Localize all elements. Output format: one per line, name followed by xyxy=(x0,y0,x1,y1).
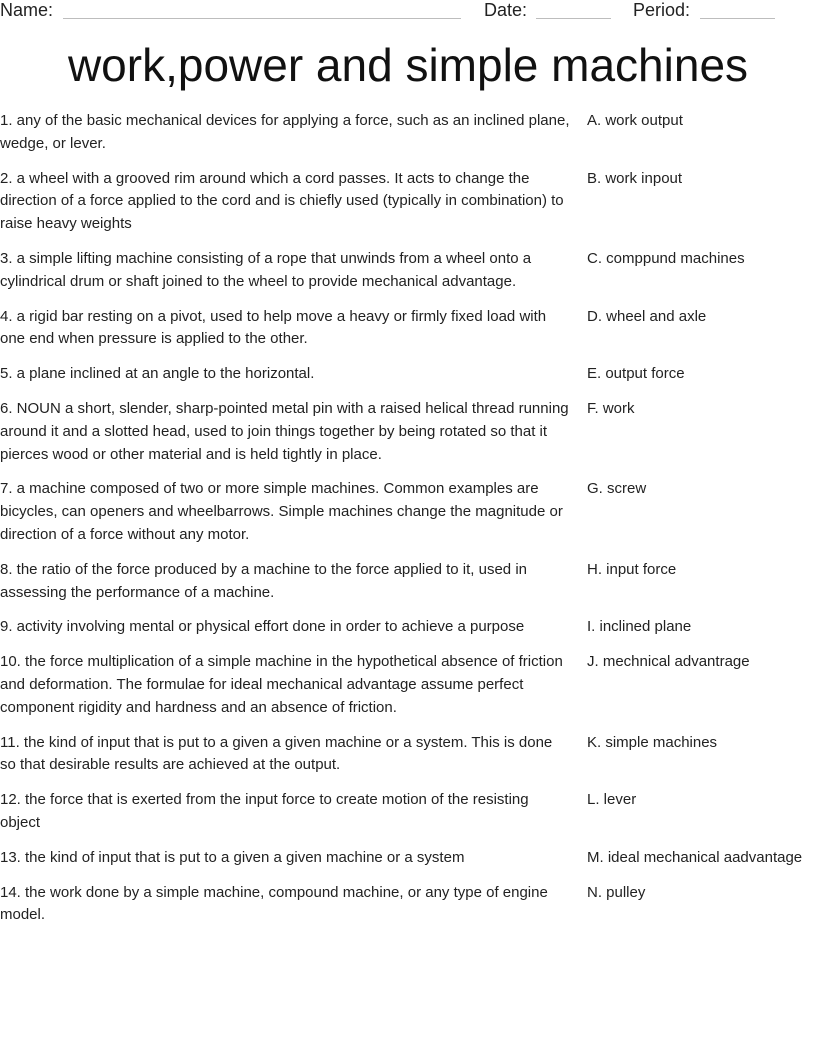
matching-row-11 xyxy=(0,732,816,778)
matching-list xyxy=(0,110,816,939)
answer-b: B. work inpout xyxy=(587,169,683,187)
answer-j: J. mechnical advantrage xyxy=(587,653,750,671)
answer-l: L. lever xyxy=(587,791,637,809)
date-label: Date: xyxy=(484,0,528,20)
question-7: 7. a machine composed of two or more simple machines. Common examples are bicycles, can openers and wheelbarrows. Simple machines change the magnitude or direction of a force without any motor. xyxy=(0,480,563,543)
answer-a: A. work output xyxy=(587,112,683,129)
question-11: 11. the kind of input that is put to a given a given machine or a system. This is done so that desirable results are achieved at the output. xyxy=(0,733,553,774)
matching-row-12 xyxy=(0,789,816,835)
answer-e: E. output force xyxy=(587,365,685,383)
question-14: 14. the work done by a simple machine, compound machine, or any type of engine model. xyxy=(0,883,548,924)
answer-d: D. wheel and axle xyxy=(587,307,707,325)
question-12: 12. the force that is exerted from the input force to create motion of the resisting object xyxy=(0,791,529,831)
matching-row-3 xyxy=(0,248,816,294)
answer-h: H. input force xyxy=(587,560,677,578)
answer-f: F. work xyxy=(587,399,635,417)
worksheet-header xyxy=(0,0,816,22)
matching-row-7 xyxy=(0,478,816,546)
question-1: 1. any of the basic mechanical devices for applying a force, such as an inclined plane, wedge, or lever. xyxy=(0,112,570,152)
answer-n: N. pulley xyxy=(587,883,646,901)
name-blank-line[interactable] xyxy=(63,18,461,19)
question-5: 5. a plane inclined at an angle to the horizontal. xyxy=(0,365,315,383)
question-6: 6. NOUN a short, slender, sharp-pointed metal pin with a raised helical thread running around it and a slotted head, used to join things together by being rotated so that it pierces wood or other material and is held tightly in place. xyxy=(0,399,569,463)
answer-m: M. ideal mechanical aadvantage xyxy=(587,848,803,866)
question-13: 13. the kind of input that is put to a given a given machine or a system xyxy=(0,848,465,866)
question-2: 2. a wheel with a grooved rim around which a cord passes. It acts to change the direction of a force applied to the cord and is chiefly used (typically in combination) to raise heavy weights xyxy=(0,169,564,233)
question-9: 9. activity involving mental or physical effort done in order to achieve a purpose xyxy=(0,618,525,636)
question-8: 8. the ratio of the force produced by a machine to the force applied to it, used in assessing the performance of a machine. xyxy=(0,560,527,601)
matching-row-13 xyxy=(0,847,816,870)
date-blank-line[interactable] xyxy=(536,18,611,19)
matching-row-8 xyxy=(0,559,816,605)
matching-row-2 xyxy=(0,168,816,236)
worksheet-title: work,power and simple machines xyxy=(67,39,749,91)
matching-row-14 xyxy=(0,882,816,928)
question-3: 3. a simple lifting machine consisting of a rope that unwinds from a wheel onto a cylindrical drum or shaft joined to the wheel to provide mechanical advantage. xyxy=(0,249,532,290)
answer-k: K. simple machines xyxy=(587,733,718,751)
period-blank-line[interactable] xyxy=(700,18,775,19)
matching-row-1 xyxy=(0,110,816,156)
matching-row-10 xyxy=(0,651,816,719)
matching-row-6 xyxy=(0,398,816,466)
matching-row-5 xyxy=(0,363,816,386)
question-10: 10. the force multiplication of a simple machine in the hypothetical absence of friction and deformation. The formulae for ideal mechanical advantage assume perfect component rigidity and hardness and an absence of friction. xyxy=(0,653,563,716)
matching-row-4 xyxy=(0,306,816,352)
period-label: Period: xyxy=(633,0,691,20)
answer-i: I. inclined plane xyxy=(587,618,692,636)
answer-c: C. comppund machines xyxy=(587,249,745,267)
question-4: 4. a rigid bar resting on a pivot, used to help move a heavy or firmly fixed load with one end when pressure is applied to the other. xyxy=(0,307,547,348)
answer-g: G. screw xyxy=(587,480,647,498)
name-label: Name: xyxy=(0,0,54,20)
matching-row-9 xyxy=(0,616,816,639)
